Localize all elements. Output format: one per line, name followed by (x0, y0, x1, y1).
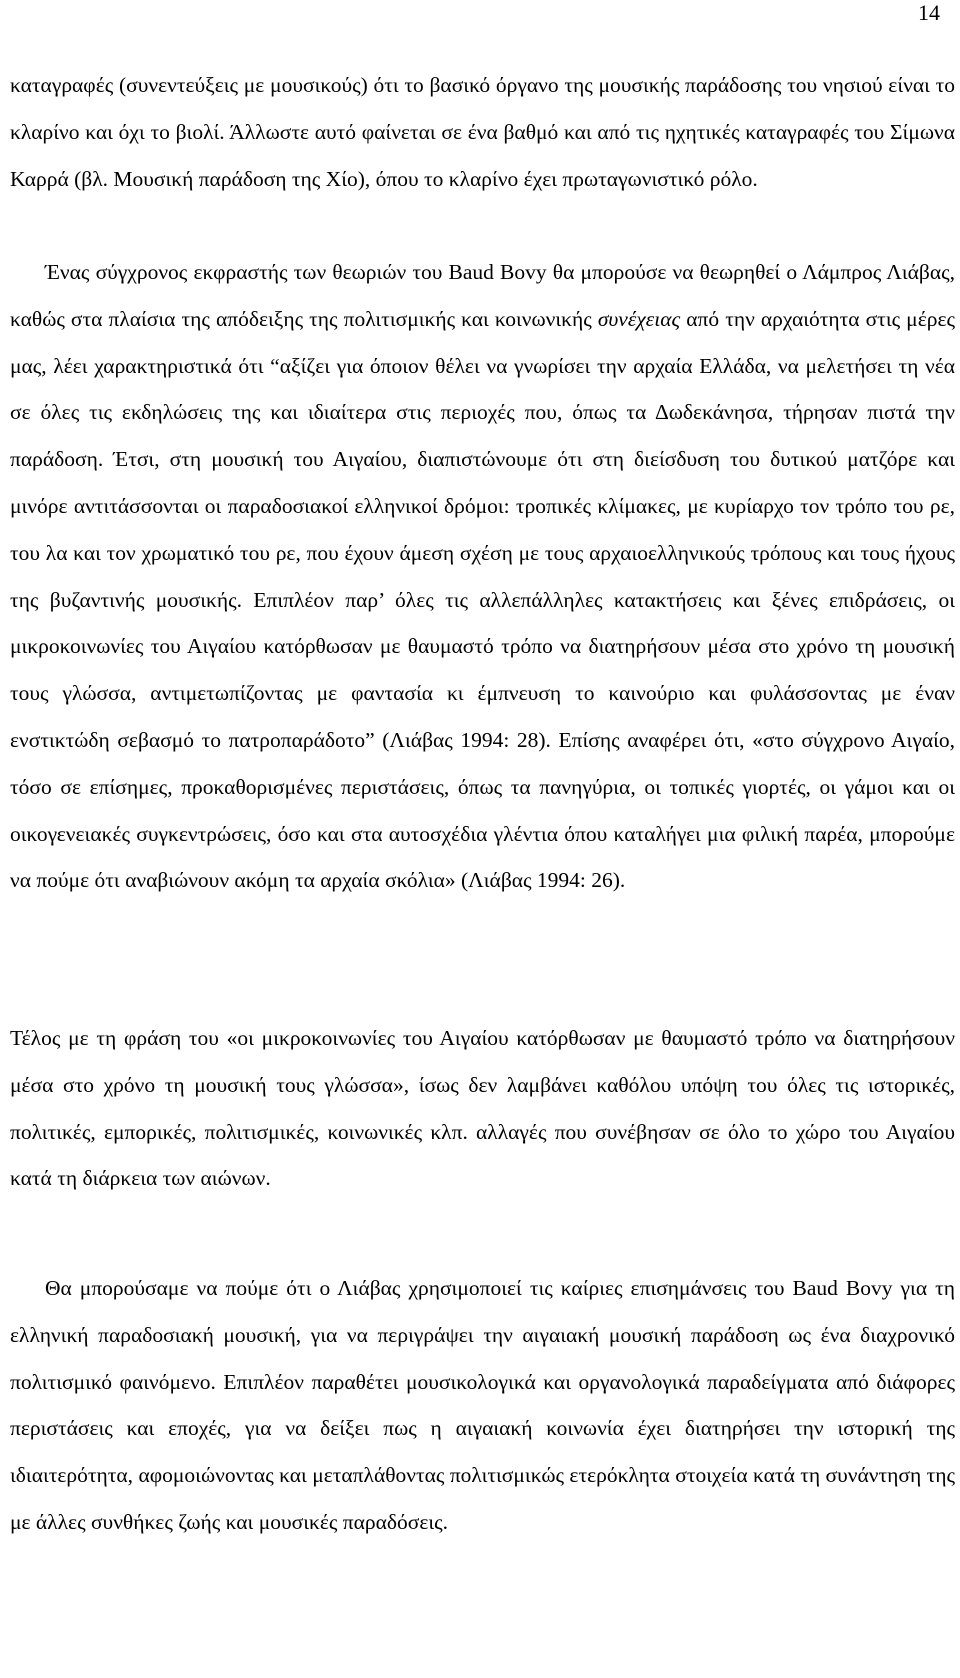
paragraph-summary (10, 1265, 955, 1546)
paragraph-4-text: Θα μπορούσαμε να πούμε ότι ο Λιάβας χρησιμοποιεί τις καίριες επισημάνσεις του Baud Bovy για τη ελληνική παραδοσιακή μουσική, για να περιγράψει την αιγαιακή μουσική παράδοση ως ένα διαχρονικό πολιτισμικό φαινόμενο. Επιπλέον παραθέτει μουσικολογικά και οργανολογικά παραδείγματα από διάφορες περιστάσεις και εποχές, για να δείξει πως η αιγαιακή κοινωνία έχει διατηρήσει την ιστορική της ιδιαιτερότητα, αφομοιώνοντας και μεταπλάθοντας πολιτισμικώς ετερόκλητα στοιχεία κατά τη συνάντηση της με άλλες συνθήκες ζωής και μουσικές παραδόσεις. (10, 1276, 955, 1534)
paragraph-2-text (10, 249, 955, 904)
paragraph-continuation (10, 62, 955, 202)
paragraph-conclusion (10, 1015, 955, 1202)
paragraph-3-text: Τέλος με τη φράση του «οι μικροκοινωνίες του Αιγαίου κατόρθωσαν με θαυμαστό τρόπο να διατηρήσουν μέσα στο χρόνο τη μουσική τους γλώσσα», ίσως δεν λαμβάνει καθόλου υπόψη του όλες τις ιστορικές, πολιτικές, εμπορικές, πολιτισμικές, κοινωνικές κλπ. αλλαγές που συνέβησαν σε όλο το χώρο του Αιγαίου κατά τη διάρκεια των αιώνων. (10, 1026, 955, 1191)
paragraph-2-part-b: από την αρχαιότητα στις μέρες μας, λέει χαρακτηριστικά ότι “αξίζει για όποιον θέλει να γνωρίσει την αρχαία Ελλάδα, να μελετήσει τη νέα σε όλες τις εκδηλώσεις της και ιδιαίτερα στις περιοχές που, όπως τα Δωδεκάνησα, τήρησαν πιστά την παράδοση. Έτσι, στη μουσική του Αιγαίου, διαπιστώνουμε ότι στη διείσδυση του δυτικού ματζόρε και μινόρε αντιτάσσονται οι παραδοσιακοί ελληνικοί δρόμοι: τροπικές κλίμακες, με κυρίαρχο τον τρόπο του ρε, του λα και τον χρωματικό του ρε, που έχουν άμεση σχέση με τους αρχαιοελληνικούς τρόπους και τους ήχους της βυζαντινής μουσικής. Επιπλέον παρ’ όλες τις αλλεπάλληλες κατακτήσεις και ξένες επιδράσεις, οι μικροκοινωνίες του Αιγαίου κατόρθωσαν με θαυμαστό τρόπο να διατηρήσουν μέσα στο χρόνο τη μουσική τους γλώσσα, αντιμετωπίζοντας με φαντασία κι έμπνευση το καινούριο και φυλάσσοντας με έναν ενστικτώδη σεβασμό το πατροπαράδοτο” (Λιάβας 1994: 28). Επίσης αναφέρει ότι, «στο σύγχρονο Αιγαίο, τόσο σε επίσημες, προκαθορισμένες περιστάσεις, όπως τα πανηγύρια, οι τοπικές γιορτές, οι γάμοι και οι οικογενειακές συγκεντρώσεις, όσο και στα αυτοσχέδια γλέντια όπου καταλήγει μια φιλική παρέα, μπορούμε να πούμε ότι αναβιώνουν ακόμη τα αρχαία σκόλια» (Λιάβας 1994: 26). (10, 306, 955, 893)
paragraph-liavas-quote (10, 249, 955, 904)
paragraph-1-text: καταγραφές (συνεντεύξεις με μουσικούς) ότι το βασικό όργανο της μουσικής παράδοσης του νησιού είναι το κλαρίνο και όχι το βιολί. Άλλωστε αυτό φαίνεται σε ένα βαθμό και από τις ηχητικές καταγραφές του Σίμωνα Καρρά (βλ. Μουσική παράδοση της Χίο), όπου το κλαρίνο έχει πρωταγωνιστικό ρόλο. (10, 73, 955, 191)
paragraph-2-part-a: Ένας σύγχρονος εκφραστής των θεωριών του Baud Bovy θα μπορούσε να θεωρηθεί ο Λάμπρος Λιάβας, καθώς στα πλαίσια της απόδειξης της πολιτισμικής και κοινωνικής (10, 260, 955, 331)
italic-word-synecheias: συνέχειας (597, 306, 681, 331)
page-number: 14 (918, 0, 940, 25)
